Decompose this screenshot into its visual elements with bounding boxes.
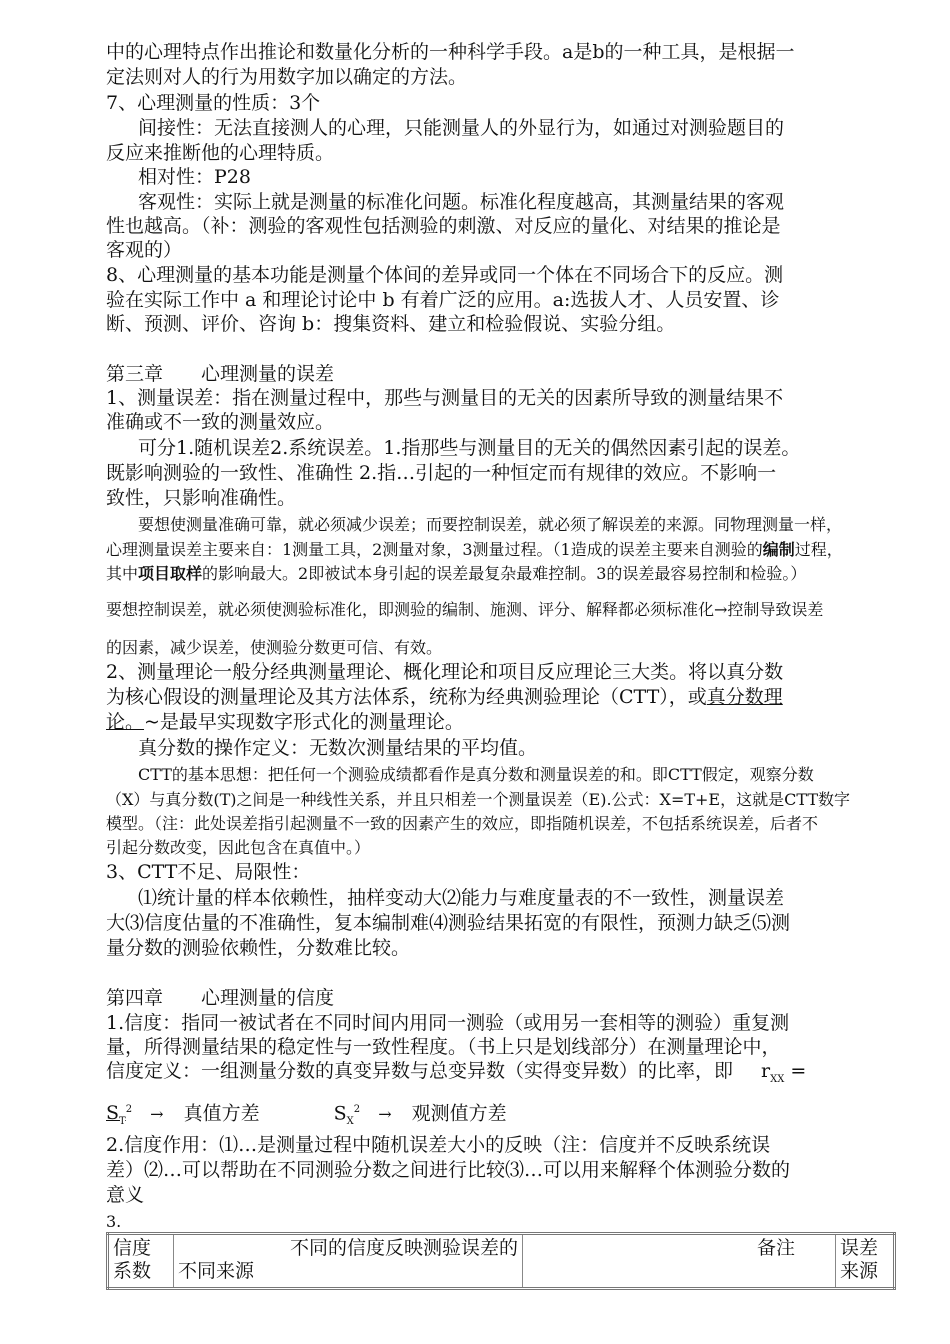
- arrow-icon: →: [150, 1104, 164, 1124]
- text-line: 1、测量误差：指在测量过程中，那些与测量目的无关的因素所导致的测量结果不: [106, 387, 784, 409]
- text-line: 客观性：实际上就是测量的标准化问题。标准化程度越高，其测量结果的客观: [138, 191, 785, 213]
- text-line: 相对性：P28: [138, 166, 251, 188]
- formula-subscript: T: [119, 1116, 126, 1128]
- text-run: ~是最早实现数字形式化的测量理论。: [144, 711, 464, 733]
- table-cell: 信度系数: [108, 1234, 174, 1289]
- text-line: ⑴统计量的样本依赖性，抽样变动大⑵能力与难度量表的不一致性，测量误差: [138, 887, 785, 909]
- bold-term: 编制: [762, 540, 795, 559]
- arrow-icon: →: [378, 1104, 392, 1124]
- table-cell: 不同的信度反映测验误差的不同来源: [174, 1234, 523, 1289]
- table-cell: 误差来源: [836, 1234, 895, 1289]
- chapter-heading: 第四章 心理测量的信度: [106, 987, 335, 1009]
- text-line: CTT的基本思想：把任何一个测验成绩都看作是真分数和测量误差的和。即CTT假定，观察分数: [138, 765, 814, 784]
- formula-symbol: r: [761, 1060, 771, 1082]
- text-line: 致性，只影响准确性。: [106, 487, 297, 509]
- text-line: 准确或不一致的测量效应。: [106, 411, 335, 433]
- text-line: 断、预测、评价、咨询 b：搜集资料、建立和检验假说、实验分组。: [106, 313, 676, 335]
- formula-superscript: 2: [353, 1104, 361, 1115]
- text-line: 量，所得测量结果的稳定性与一致性程度。（书上只是划线部分）在测量理论中，: [106, 1036, 781, 1058]
- text-line: 反应来推断他的心理特质。: [106, 142, 335, 164]
- text-line: 3.: [106, 1212, 122, 1231]
- text-run: 的影响最大。2即被试本身引起的误差最复杂最难控制。3的误差最容易控制和检验。）: [202, 564, 807, 583]
- text-run: 真值方差: [183, 1102, 260, 1125]
- text-line: [106, 562, 806, 586]
- text-line: 差）⑵…可以帮助在不同测验分数之间进行比较⑶…可以用来解释个体测验分数的: [106, 1159, 791, 1181]
- text-line: 2、测量理论一般分经典测量理论、概化理论和项目反应理论三大类。将以真分数: [106, 661, 784, 683]
- text-line: 大⑶信度估量的不准确性，复本编制难⑷测验结果拓宽的有限性，预测力缺乏⑸测: [106, 912, 791, 934]
- underlined-term: 真分数理: [706, 686, 783, 708]
- text-line: 意义: [106, 1184, 145, 1206]
- formula-subscript: XX: [770, 1073, 785, 1085]
- table-row: [108, 1234, 895, 1289]
- text-run: 其中: [106, 564, 139, 583]
- text-line: 验在实际工作中 a 和理论讨论中 b 有着广泛的应用。a:选拔人才、人员安置、诊: [106, 289, 780, 311]
- text-line: 既影响测验的一致性、准确性 2.指…引起的一种恒定而有规律的效应。不影响一: [106, 462, 777, 484]
- text-line: 2.信度作用：⑴…是测量过程中随机误差大小的反映（注：信度并不反映系统误: [106, 1134, 771, 1156]
- text-run: 过程，: [794, 540, 843, 559]
- text-line: 3、CTT不足、局限性：: [106, 861, 311, 883]
- bold-term: 项目取样: [138, 564, 203, 583]
- table-cell: 备注: [523, 1234, 836, 1289]
- text-run: 为核心假设的测量理论及其方法体系，统称为经典测验理论（CTT），或: [106, 686, 707, 708]
- formula-symbol: S: [106, 1102, 120, 1125]
- text-line: 的因素，减少误差，使测验分数更可信、有效。: [106, 638, 443, 657]
- text-line: 要想控制误差，就必须使测验标准化，即测验的编制、施测、评分、解释都必须标准化→控制导致误差: [106, 600, 824, 619]
- text-line: （X）与真分数(T)之间是一种线性关系，并且只相差一个测量误差（E).公式：X=T+E，这就是CTT数字: [106, 790, 850, 809]
- text-line: 引起分数改变，因此包含在真值中。）: [106, 838, 371, 857]
- formula-equals: =: [784, 1060, 807, 1082]
- text-line: 1.信度：指同一被试者在不同时间内用同一测验（或用另一套相等的测验）重复测: [106, 1012, 790, 1034]
- chapter-heading: 第三章 心理测量的误差: [106, 363, 335, 385]
- text-line: 真分数的操作定义：无数次测量结果的平均值。: [138, 737, 538, 759]
- text-line: 客观的）: [106, 239, 183, 261]
- variance-line: [106, 1098, 507, 1134]
- st-symbol: [106, 1102, 126, 1128]
- text-line: 定法则对人的行为用数字加以确定的方法。: [106, 66, 468, 88]
- text-line: 8、心理测量的基本功能是测量个体间的差异或同一个体在不同场合下的反应。测: [106, 264, 784, 286]
- text-line: 性也越高。（补：测验的客观性包括测验的刺激、对反应的量化、对结果的推论是: [106, 215, 781, 237]
- formula-superscript: 2: [125, 1104, 133, 1115]
- formula-subscript: X: [346, 1116, 354, 1128]
- reliability-table: [106, 1232, 896, 1290]
- text-line: [106, 685, 783, 709]
- formula-rxx: [761, 1060, 807, 1085]
- text-run: 心理测量误差主要来自：1测量工具，2测量对象，3测量过程。（1造成的误差主要来自测验的: [106, 540, 763, 559]
- text-line: 中的心理特点作出推论和数量化分析的一种科学手段。a是b的一种工具，是根据一: [106, 41, 795, 63]
- formula-symbol: S: [333, 1102, 347, 1125]
- text-line: [106, 1059, 806, 1092]
- text-line: 间接性：无法直接测人的心理，只能测量人的外显行为，如通过对测验题目的: [138, 117, 785, 139]
- text-line: 模型。（注：此处误差指引起测量不一致的因素产生的效应，即指随机误差，不包括系统误差，后者不: [106, 814, 819, 833]
- text-line: 量分数的测验依赖性，分数难比较。: [106, 937, 411, 959]
- text-run: 信度定义：一组测量分数的真变异数与总变异数（实得变异数）的比率，即: [106, 1060, 734, 1082]
- underlined-term: 论。: [106, 711, 145, 733]
- text-line: 可分1.随机误差2.系统误差。1.指那些与测量目的无关的偶然因素引起的误差。: [138, 437, 801, 459]
- text-line: [106, 710, 464, 734]
- text-run: 观测值方差: [411, 1102, 507, 1125]
- text-line: [106, 538, 843, 562]
- text-line: 7、心理测量的性质：3个: [106, 92, 321, 114]
- text-line: 要想使测量准确可靠，就必须减少误差；而要控制误差，就必须了解误差的来源。同物理测量一样，: [138, 515, 843, 534]
